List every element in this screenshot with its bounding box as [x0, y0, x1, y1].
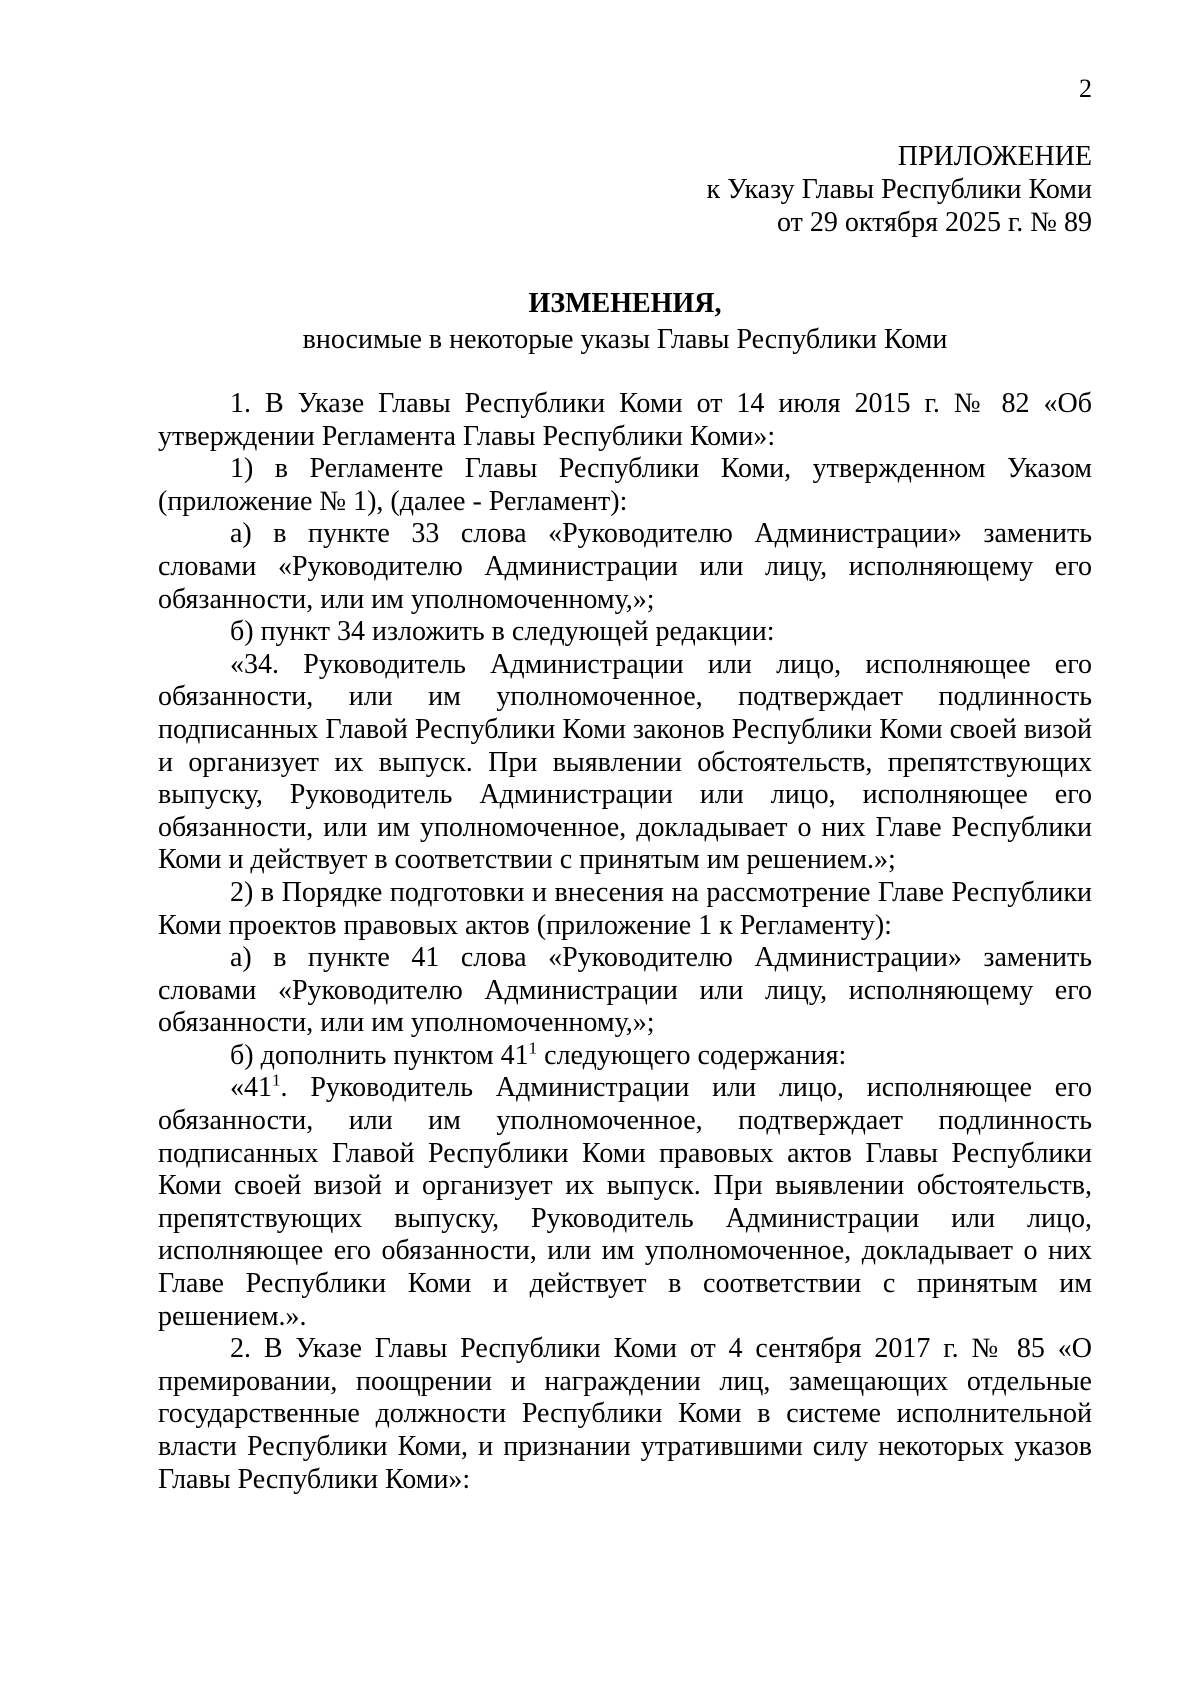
paragraph-4: б) пункт 34 изложить в следующей редакции:: [230, 616, 775, 648]
paragraph-5: «34. Руководитель Администрации или лицо, исполняющее его обязанности, или им уполномоченное, подтверждает подлинность подписанных Главой Республики Коми законов Республики Коми своей визой и организует их выпуск. При выявлении обстоятельств, препятствующих выпуску, Руководитель Администрации или лицо, исполняющее его обязанности, или им уполномоченное, докладывает о них Главе Республики Коми и действует в соответствии с принятым им решением.»;: [158, 648, 1092, 876]
appendix-label: ПРИЛОЖЕНИЕ: [897, 141, 1092, 172]
document-subtitle: вносимые в некоторые указы Главы Республики Коми: [302, 324, 948, 355]
document-body: [158, 388, 1092, 1496]
paragraph-9-superscript: 1: [272, 1071, 281, 1091]
paragraph-8-text: б) дополнить пунктом 41: [230, 1039, 529, 1071]
paragraph-8-text-end: следующего содержания:: [537, 1039, 847, 1071]
paragraph-2: 1) в Регламенте Главы Республики Коми, утвержденном Указом (приложение № 1), (далее - Регламент):: [158, 453, 1092, 517]
paragraph-10: 2. В Указе Главы Республики Коми от 4 сентября 2017 г. № 85 «О премировании, поощрении и награждении лиц, замещающих отдельные государственные должности Республики Коми в системе исполнительной власти Республики Коми, и признании утратившими силу некоторых указов Главы Республики Коми»:: [158, 1333, 1092, 1495]
paragraph-8: [158, 1040, 1092, 1073]
page-number: 2: [1079, 74, 1092, 103]
paragraph-1: 1. В Указе Главы Республики Коми от 14 июля 2015 г. № 82 «Об утверждении Регламента Главы Республики Коми»:: [158, 388, 1092, 452]
paragraph-7: а) в пункте 41 слова «Руководителю Администрации» заменить словами «Руководителю Администрации или лицу, исполняющему его обязанности, или им уполномоченному,»;: [158, 942, 1092, 1039]
paragraph-9-text-end: . Руководитель Администрации или лицо, исполняющее его обязанности, или им уполномоченное, подтверждает подлинность подписанных Главой Республики Коми правовых актов Главы Республики Коми своей визой и организует их выпуск. При выявлении обстоятельств, препятствующих выпуску, Руководитель Администрации или лицо, исполняющее его обязанности, или им уполномоченное, докладывает о них Главе Республики Коми и действует в соответствии с принятым им решением.».: [158, 1072, 1092, 1332]
paragraph-3: а) в пункте 33 слова «Руководителю Администрации» заменить словами «Руководителю Администрации или лицу, исполняющему его обязанности, или им уполномоченному,»;: [158, 518, 1092, 615]
appendix-decree-reference: к Указу Главы Республики Коми: [706, 174, 1092, 205]
document-title: ИЗМЕНЕНИЯ,: [528, 288, 722, 319]
paragraph-8-superscript: 1: [528, 1038, 538, 1058]
paragraph-9: [158, 1072, 1092, 1333]
paragraph-9-text: «41: [230, 1072, 272, 1104]
appendix-header: [707, 140, 1092, 239]
appendix-decree-date: от 29 октября 2025 г. № 89: [776, 207, 1092, 238]
paragraph-6: 2) в Порядке подготовки и внесения на рассмотрение Главе Республики Коми проектов правовых актов (приложение 1 к Регламенту):: [158, 876, 1092, 941]
